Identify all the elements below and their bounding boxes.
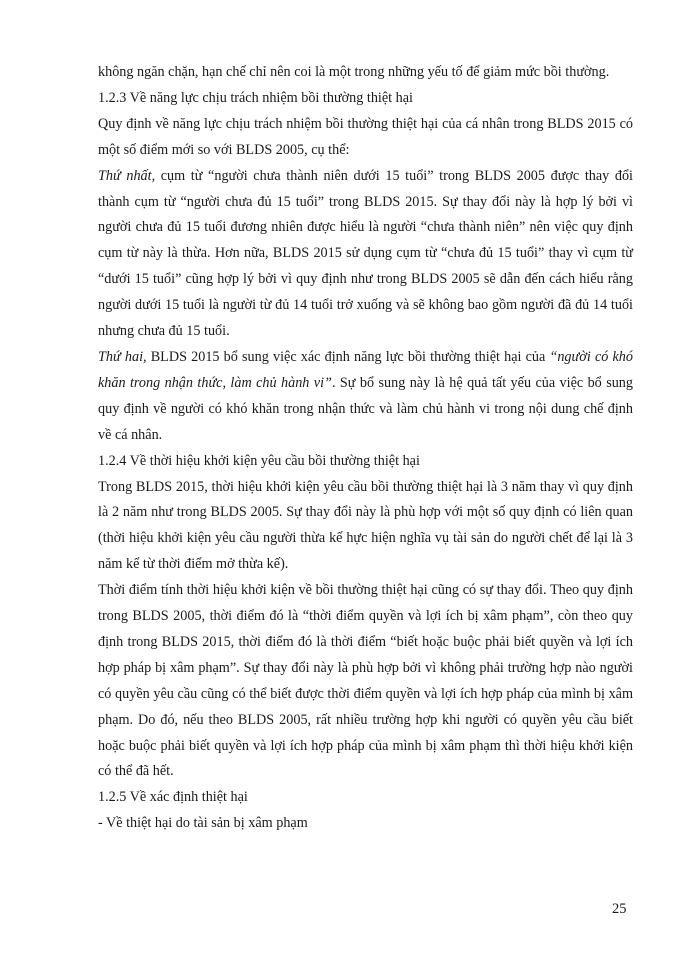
second-point-text: . Sự bổ sung này là hệ quả tất yếu của việc bổ sung quy định về người có khó khăn trong nhận thức và làm chủ hành vi trong nội dung chế định về cá nhân. bbox=[98, 374, 633, 443]
paragraph-continuation: không ngăn chặn, hạn chế chỉ nên coi là một trong những yếu tố để giảm mức bồi thường. bbox=[98, 64, 610, 80]
lead-second: Thứ hai, bbox=[98, 348, 147, 365]
paragraph-limitation-period: Trong BLDS 2015, thời hiệu khởi kiện yêu cầu bồi thường thiệt hại là 3 năm thay vì quy định là 2 năm như trong BLDS 2005. Sự thay đổi này là phù hợp với một số quy định có liên quan (thời hiệu khởi kiện yêu cầu người thừa kế hực hiện nghĩa vụ tài sản do người chết để lại là 3 năm kể từ thời điểm mở thừa kế). bbox=[98, 478, 633, 573]
page-number: 25 bbox=[612, 901, 627, 917]
list-item-property-damage: - Về thiệt hại do tài sản bị xâm phạm bbox=[98, 815, 308, 832]
section-heading-1-2-5: 1.2.5 Về xác định thiệt hại bbox=[98, 789, 248, 806]
second-point-quote: “người có khó khăn trong nhận thức, làm chủ hành vi” bbox=[98, 348, 633, 391]
page-body bbox=[98, 60, 633, 837]
section-heading-1-2-4: 1.2.4 Về thời hiệu khởi kiện yêu cầu bồi thường thiệt hại bbox=[98, 452, 420, 469]
paragraph-intro-capacity: Quy định về năng lực chịu trách nhiệm bồi thường thiệt hại của cá nhân trong BLDS 2015 có một số điểm mới so với BLDS 2005, cụ thể: bbox=[98, 115, 633, 158]
section-heading-1-2-3: 1.2.3 Về năng lực chịu trách nhiệm bồi thường thiệt hại bbox=[98, 89, 413, 106]
second-point-mid: BLDS 2015 bổ sung việc xác định năng lực bồi thường thiệt hại của bbox=[146, 348, 550, 365]
lead-first: Thứ nhất, bbox=[98, 167, 156, 184]
paragraph-second-point bbox=[98, 345, 633, 449]
first-point-text: cụm từ “người chưa thành niên dưới 15 tuổi” trong BLDS 2005 được thay đổi thành cụm từ “người chưa đủ 15 tuổi” trong BLDS 2015. Sự thay đổi này là hợp lý bởi vì người chưa đủ 15 tuổi đương nhiên được hiểu là người “chưa thành niên” nên việc quy định cụm từ này là thừa. Hơn nữa, BLDS 2015 sử dụng cụm từ “chưa đủ 15 tuổi” thay vì cụm từ “dưới 15 tuổi” cũng hợp lý bởi vì quy định như trong BLDS 2005 sẽ dẫn đến cách hiểu rằng người dưới 15 tuổi là người từ đủ 14 tuổi trở xuống và sẽ không bao gồm người đã đủ 14 tuổi nhưng chưa đủ 15 tuổi. bbox=[98, 167, 633, 340]
paragraph-limitation-start: Thời điểm tính thời hiệu khởi kiện về bồi thường thiệt hại cũng có sự thay đổi. Theo quy định trong BLDS 2005, thời điểm đó là “thời điểm quyền và lợi ích bị xâm phạm”, còn theo quy định trong BLDS 2015, thời điểm đó là thời điểm “biết hoặc buộc phải biết quyền và lợi ích hợp pháp bị xâm phạm”. Sự thay đổi này là phù hợp bởi vì không phải trường hợp nào người có quyền yêu cầu cũng có thể biết được thời điểm quyền và lợi ích hợp pháp của mình bị xâm phạm. Do đó, nếu theo BLDS 2005, rất nhiều trường hợp khi người có quyền yêu cầu biết hoặc buộc phải biết quyền và lợi ích hợp pháp của mình bị xâm phạm thì thời hiệu khởi kiện có thể đã hết. bbox=[98, 582, 633, 780]
paragraph-first-point bbox=[98, 164, 633, 345]
